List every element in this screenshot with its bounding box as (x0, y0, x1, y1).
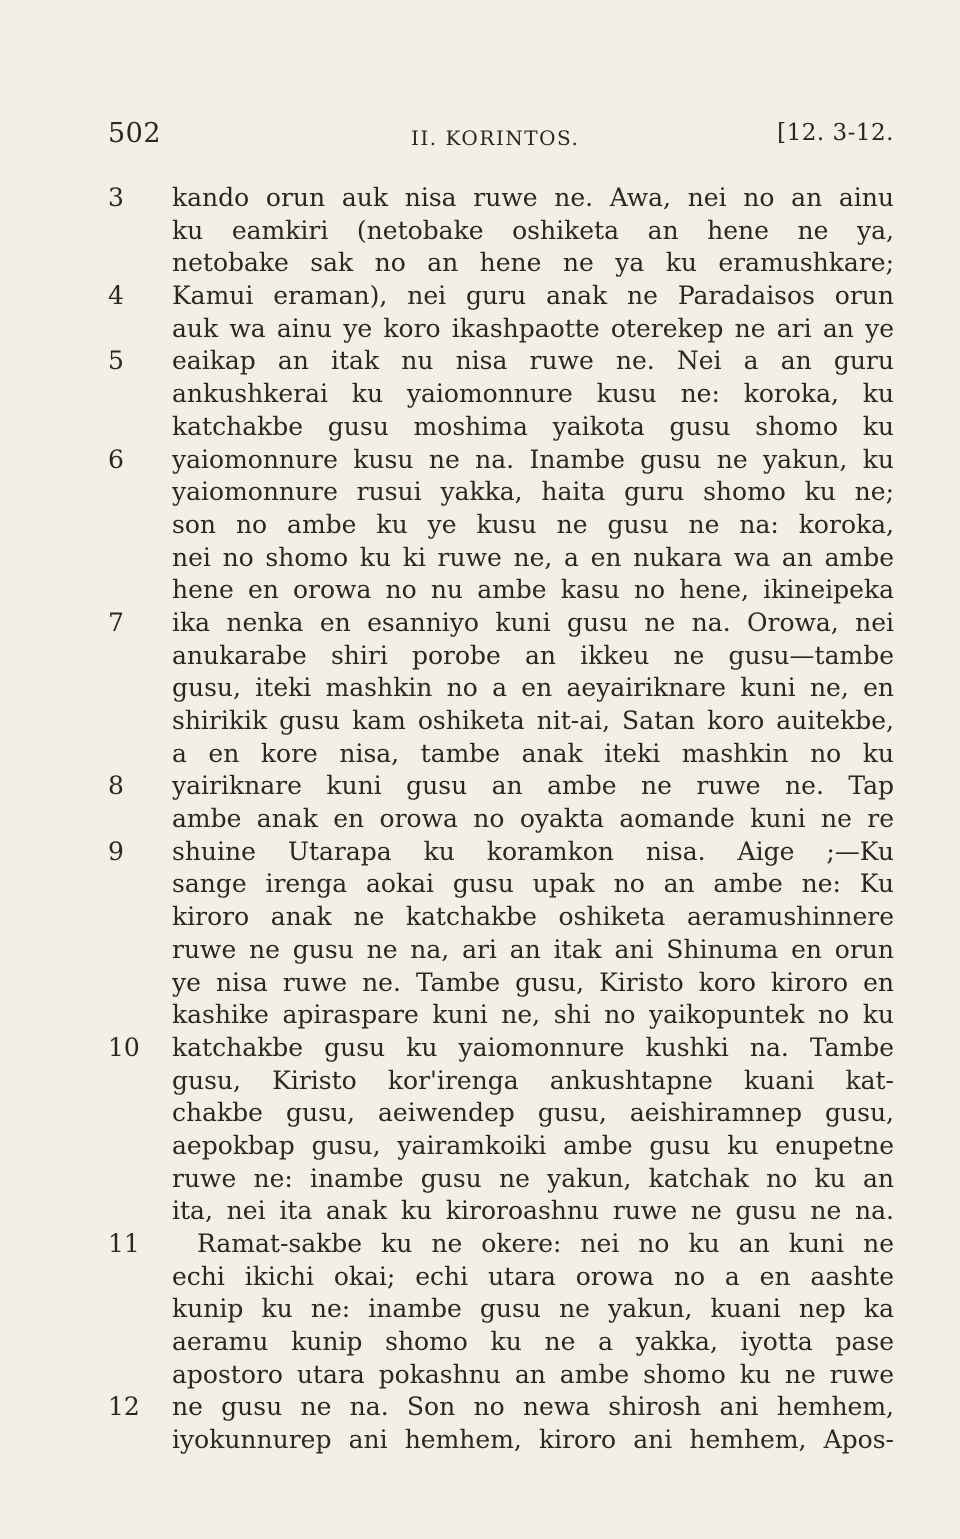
text-line (108, 1326, 894, 1359)
page-header (108, 118, 894, 158)
line-text: yairiknare kuni gusu an ambe ne ruwe ne. Tap (172, 771, 894, 801)
line-text: iyokunnurep ani hemhem, kiroro ani hemhem, Apos- (172, 1425, 894, 1455)
line-text: katchakbe gusu ku yaiomonnure kushki na. Tambe (172, 1032, 894, 1062)
line-text: ye nisa ruwe ne. Tambe gusu, Kiristo koro kiroro en (172, 967, 894, 997)
line-text: eaikap an itak nu nisa ruwe ne. Nei a an guru (172, 346, 894, 376)
line-text: shirikik gusu kam oshiketa nit-ai, Satan koro auitekbe, (172, 706, 894, 735)
text-line (108, 770, 894, 803)
line-text: Kamui eraman), nei guru anak ne Paradaisos orun (172, 281, 894, 311)
text-line (108, 672, 894, 705)
verse-number: 8 (108, 771, 124, 801)
line-text: ambe anak en orowa no oyakta aomande kuni ne re (172, 804, 894, 834)
line-text: ita, nei ita anak ku kiroroashnu ruwe ne gusu ne na. (172, 1196, 894, 1226)
line-text: auk wa ainu ye koro ikashpaotte oterekep ne ari an ye (172, 313, 894, 343)
line-text: ankushkerai ku yaiomonnure kusu ne: koroka, ku (172, 379, 894, 409)
line-text: netobake sak no an hene ne ya ku eramushkare; (172, 248, 894, 278)
line-text: kunip ku ne: inambe gusu ne yakun, kuani nep ka (172, 1294, 894, 1324)
text-line (108, 574, 894, 607)
chapter-verse-reference: [12. 3-12. (777, 120, 894, 146)
text-line (108, 1228, 894, 1261)
line-text: gusu, Kiristo kor'irenga ankushtapne kuani kat- (172, 1065, 894, 1095)
text-line (108, 1032, 894, 1065)
line-text: sange irenga aokai gusu upak no an ambe ne: Ku (172, 869, 894, 899)
line-text: yaiomonnure kusu ne na. Inambe gusu ne yakun, ku (172, 444, 894, 474)
verse-number: 11 (108, 1229, 140, 1258)
line-text: ne gusu ne na. Son no newa shirosh ani hemhem, (172, 1392, 894, 1422)
line-text: a en kore nisa, tambe anak iteki mashkin no ku (172, 738, 894, 768)
line-text: echi ikichi okai; echi utara orowa no a en aashte (172, 1261, 894, 1291)
line-text: ika nenka en esanniyo kuni gusu ne na. Orowa, nei (172, 607, 894, 637)
line-text: gusu, iteki mashkin no a en aeyairiknare kuni ne, en (172, 673, 894, 703)
text-line (108, 607, 894, 640)
text-line (108, 247, 894, 280)
text-line (108, 705, 894, 738)
text-line (108, 509, 894, 542)
line-text: yaiomonnure rusui yakka, haita guru shomo ku ne; (172, 477, 894, 507)
line-text: hene en orowa no nu ambe kasu no hene, ikineipeka (172, 575, 894, 605)
text-line (108, 868, 894, 901)
text-line (108, 1097, 894, 1130)
text-line (108, 1195, 894, 1228)
verse-number: 6 (108, 444, 124, 474)
text-line (108, 1130, 894, 1163)
text-line (108, 345, 894, 378)
text-line (108, 1261, 894, 1294)
line-text: aeramu kunip shomo ku ne a yakka, iyotta pase (172, 1327, 894, 1357)
line-text: aepokbap gusu, yairamkoiki ambe gusu ku enupetne (172, 1130, 894, 1160)
line-text: son no ambe ku ye kusu ne gusu ne na: koroka, (172, 509, 894, 539)
text-line (108, 1163, 894, 1196)
line-text: nei no shomo ku ki ruwe ne, a en nukara wa an ambe (172, 542, 894, 572)
text-line (108, 1391, 894, 1424)
text-line (108, 280, 894, 313)
verse-number: 3 (108, 183, 124, 212)
text-line (108, 967, 894, 1000)
verse-number: 9 (108, 836, 124, 866)
line-text: katchakbe gusu moshima yaikota gusu shomo ku (172, 411, 894, 441)
text-line (108, 313, 894, 346)
line-text: shuine Utarapa ku koramkon nisa. Aige ;—Ku (172, 836, 894, 866)
running-title: II. KORINTOS. (411, 126, 580, 150)
text-line (108, 476, 894, 509)
text-line (108, 378, 894, 411)
text-line (108, 934, 894, 967)
text-line (108, 803, 894, 836)
text-line (108, 640, 894, 673)
text-line (108, 1293, 894, 1326)
line-text: ruwe ne: inambe gusu ne yakun, katchak no ku an (172, 1163, 894, 1193)
text-line (108, 215, 894, 248)
verse-number: 4 (108, 281, 124, 311)
text-line (108, 1359, 894, 1392)
line-text: anukarabe shiri porobe an ikkeu ne gusu—tambe (172, 640, 894, 670)
line-text: apostoro utara pokashnu an ambe shomo ku ne ruwe (172, 1359, 894, 1389)
line-text: kiroro anak ne katchakbe oshiketa aeramushinnere (172, 902, 894, 932)
text-line (108, 1424, 894, 1457)
line-text: kashike apiraspare kuni ne, shi no yaikopuntek no ku (172, 1000, 894, 1030)
verse-number: 7 (108, 607, 124, 637)
line-text: chakbe gusu, aeiwendep gusu, aeishiramnep gusu, (172, 1098, 894, 1128)
text-line (108, 738, 894, 771)
text-line (108, 542, 894, 575)
verse-number: 5 (108, 346, 124, 376)
text-line (108, 999, 894, 1032)
text-line (108, 1065, 894, 1098)
line-text: Ramat-sakbe ku ne okere: nei no ku an kuni ne (172, 1229, 894, 1258)
text-line (108, 182, 894, 215)
text-line (108, 444, 894, 477)
text-line (108, 836, 894, 869)
line-text: ku eamkiri (netobake oshiketa an hene ne ya, (172, 215, 894, 245)
scripture-text (108, 182, 894, 1457)
text-line (108, 411, 894, 444)
verse-number: 12 (108, 1392, 140, 1422)
page-number: 502 (108, 118, 162, 149)
line-text: kando orun auk nisa ruwe ne. Awa, nei no an ainu (172, 183, 894, 212)
verse-number: 10 (108, 1032, 140, 1062)
line-text: ruwe ne gusu ne na, ari an itak ani Shinuma en orun (172, 934, 894, 964)
text-line (108, 901, 894, 934)
